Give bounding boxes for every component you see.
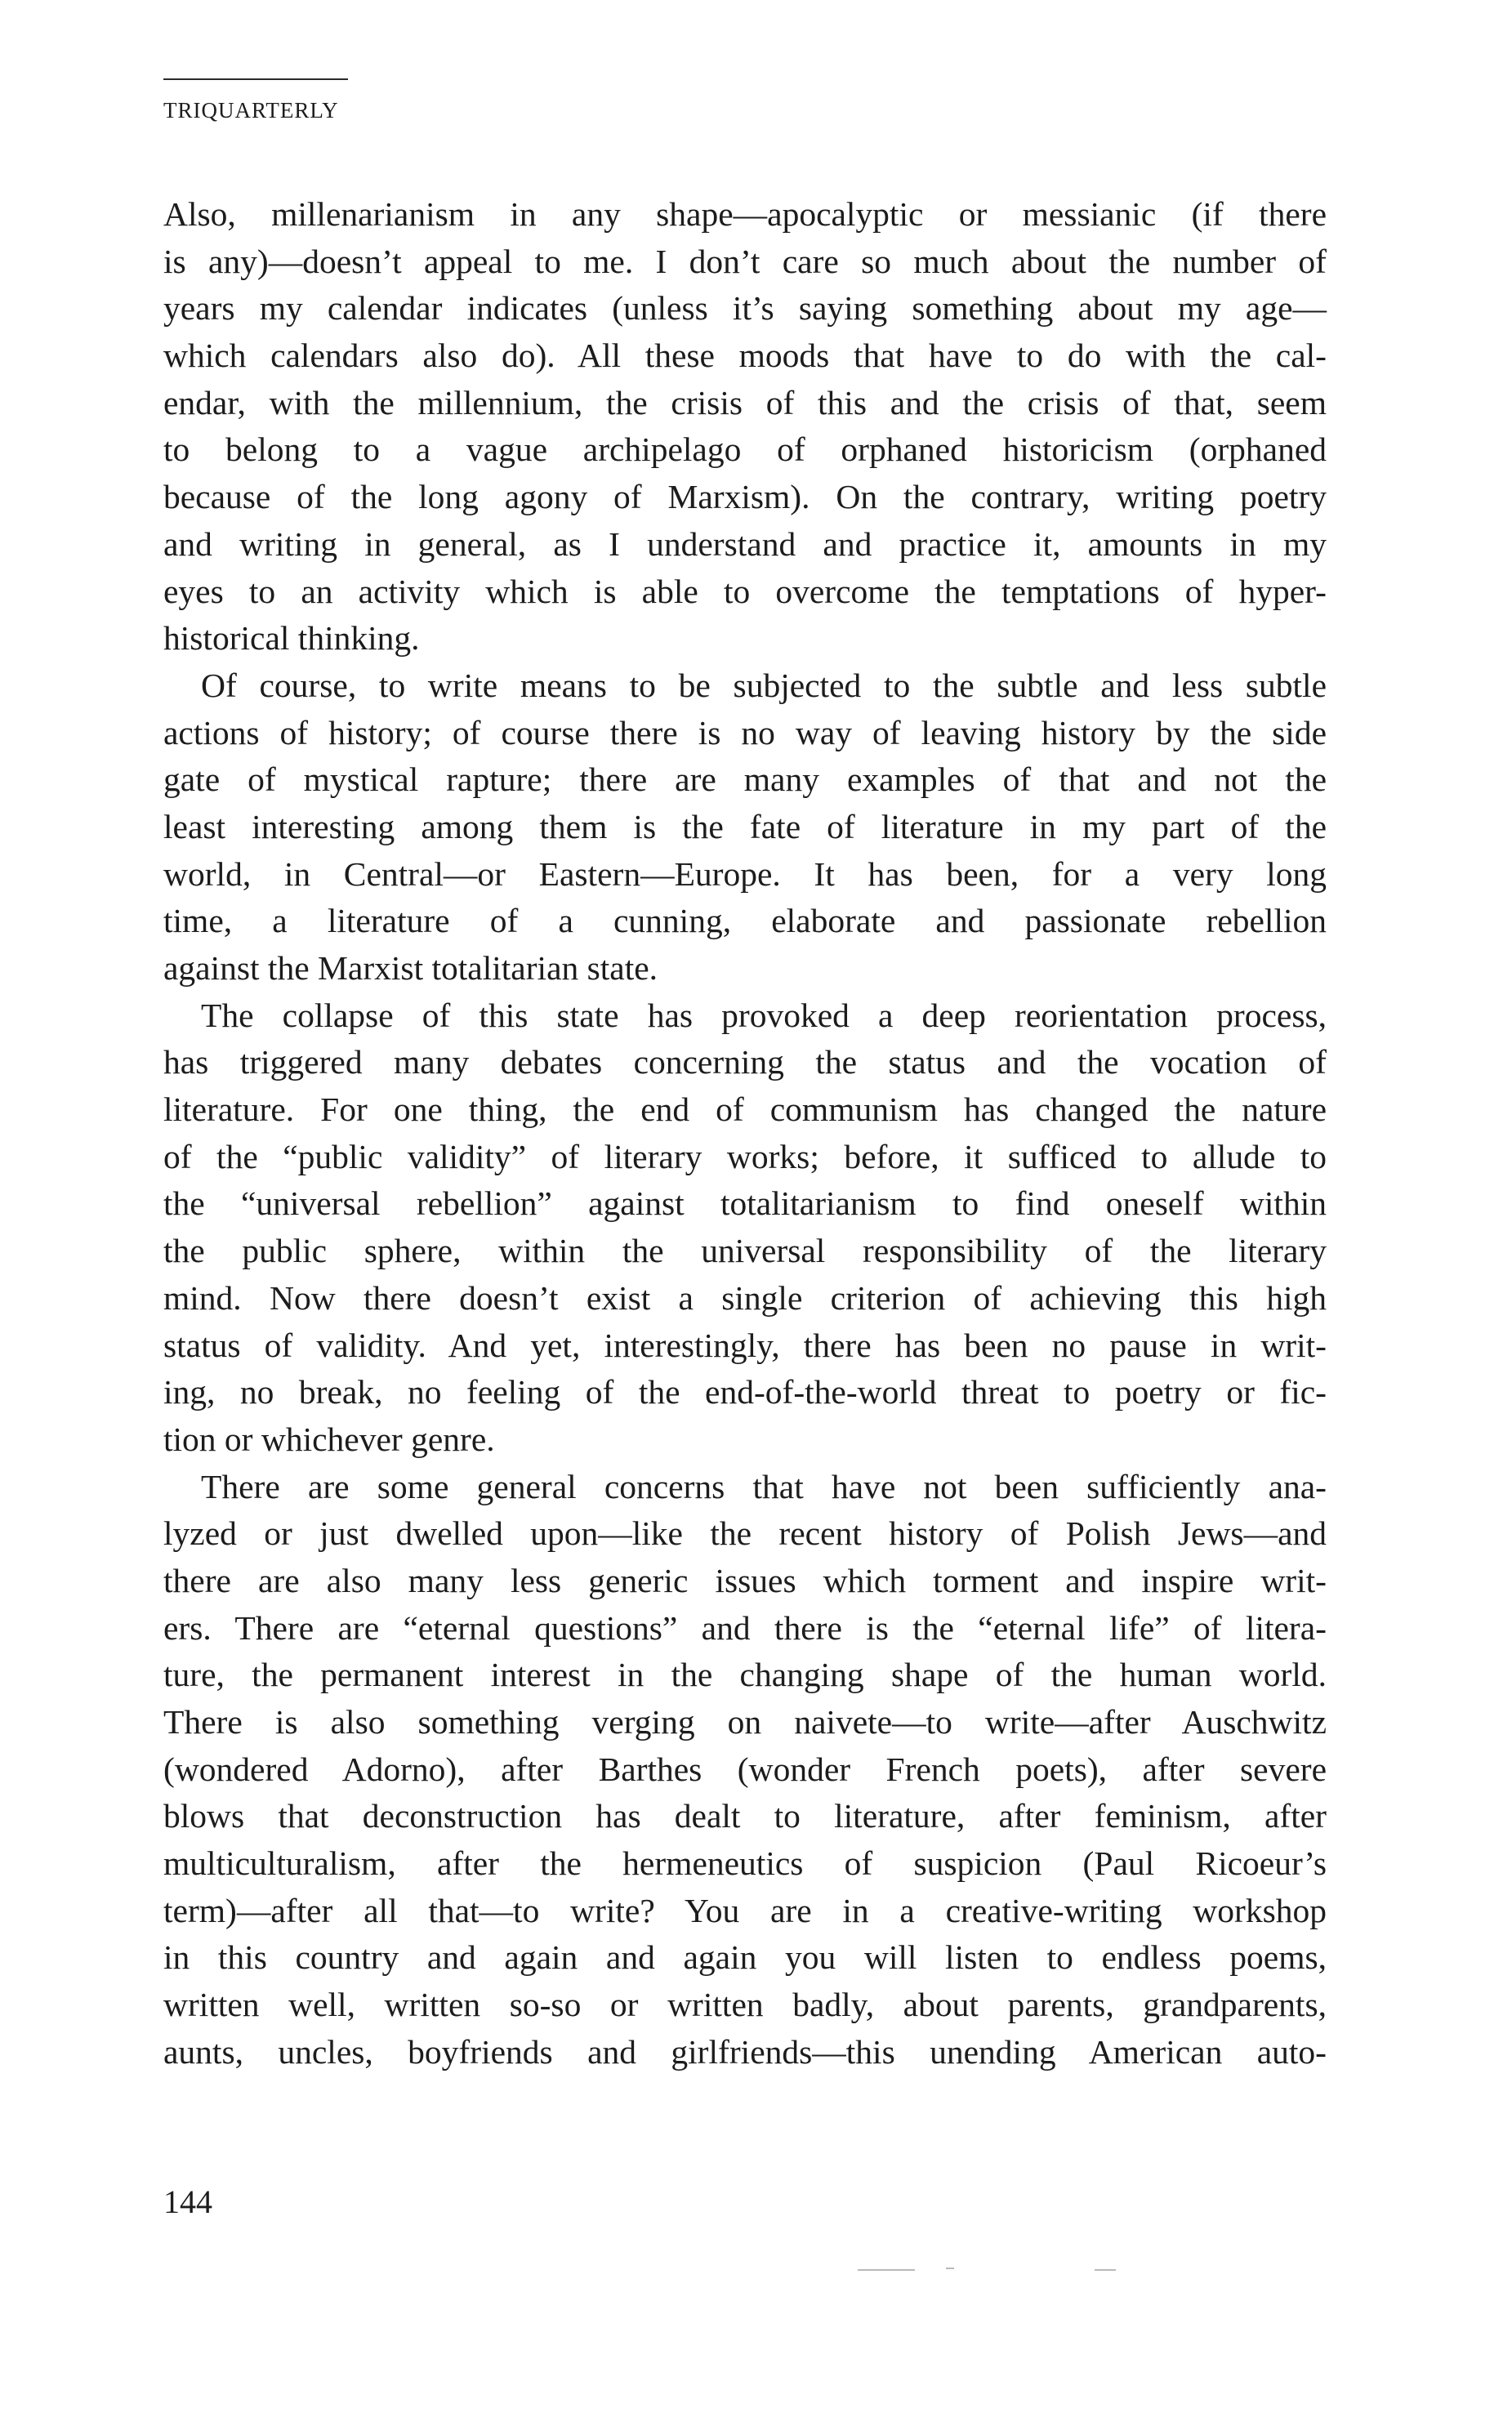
text-line: aunts, uncles, boyfriends and girlfriends—this unending American auto- [163, 2032, 1327, 2071]
text-line: in this country and again and again you will listen to endless poems, [163, 1938, 1327, 1977]
running-head-rule [163, 78, 348, 80]
text-line: the public sphere, within the universal responsibility of the literary [163, 1232, 1327, 1270]
text-line: endar, with the millennium, the crisis of this and the crisis of that, seem [163, 383, 1327, 421]
page-number: 144 [163, 2183, 212, 2220]
text-line: tion or whichever genre. [163, 1420, 495, 1458]
text-line: which calendars also do). All these moods that have to do with the cal- [163, 337, 1327, 375]
text-line: Of course, to write means to be subjected to the subtle and less subtle [201, 666, 1327, 704]
scan-smudge [858, 2269, 915, 2271]
text-line: mind. Now there doesn’t exist a single criterion of achieving this high [163, 1278, 1327, 1317]
text-line: The collapse of this state has provoked a deep reorientation process, [201, 996, 1327, 1034]
text-line: ture, the permanent interest in the changing shape of the human world. [163, 1656, 1327, 1694]
text-line: term)—after all that—to write? You are in a creative-writing workshop [163, 1891, 1327, 1929]
text-line: ing, no break, no feeling of the end-of-the-world threat to poetry or fic- [163, 1373, 1327, 1411]
scan-smudge [946, 2268, 954, 2269]
paragraph-4 [163, 1464, 1327, 2076]
text-line: and writing in general, as I understand and practice it, amounts in my [163, 524, 1327, 563]
body-text [163, 191, 1327, 2076]
text-line: gate of mystical rapture; there are many examples of that and not the [163, 760, 1327, 799]
text-line: There is also something verging on naivete—to write—after Auschwitz [163, 1703, 1327, 1741]
text-line: the “universal rebellion” against totalitarianism to find oneself within [163, 1184, 1327, 1223]
running-head: TRIQUARTERLY [163, 98, 339, 123]
text-line: (wondered Adorno), after Barthes (wonder French poets), after severe [163, 1750, 1327, 1788]
text-line: ers. There are “eternal questions” and there is the “eternal life” of litera- [163, 1608, 1327, 1647]
text-line: world, in Central—or Eastern—Europe. It has been, for a very long [163, 854, 1327, 893]
text-line: years my calendar indicates (unless it’s saying something about my age— [163, 289, 1327, 328]
text-line: lyzed or just dwelled upon—like the recent history of Polish Jews—and [163, 1514, 1327, 1553]
text-line: there are also many less generic issues which torment and inspire writ- [163, 1561, 1327, 1599]
scan-smudge [1095, 2269, 1116, 2271]
paragraph-2 [163, 662, 1327, 992]
text-line: written well, written so-so or written badly, about parents, grandparents, [163, 1986, 1327, 2024]
text-line: has triggered many debates concerning the status and the vocation of [163, 1043, 1327, 1081]
text-line: There are some general concerns that have not been sufficiently ana- [201, 1467, 1327, 1505]
text-line: multiculturalism, after the hermeneutics of suspicion (Paul Ricoeur’s [163, 1844, 1327, 1883]
text-line: time, a literature of a cunning, elaborate and passionate rebellion [163, 902, 1327, 940]
text-line: is any)—doesn’t appeal to me. I don’t care so much about the number of [163, 242, 1327, 280]
text-line: actions of history; of course there is no way of leaving history by the side [163, 713, 1327, 751]
text-line: of the “public validity” of literary works; before, it sufficed to allude to [163, 1137, 1327, 1175]
text-line: blows that deconstruction has dealt to literature, after feminism, after [163, 1797, 1327, 1835]
text-line: against the Marxist totalitarian state. [163, 949, 658, 987]
text-line: because of the long agony of Marxism). On the contrary, writing poetry [163, 478, 1327, 516]
text-line: historical thinking. [163, 619, 420, 658]
paragraph-1 [163, 191, 1327, 662]
text-line: to belong to a vague archipelago of orphaned historicism (orphaned [163, 430, 1327, 469]
text-line: status of validity. And yet, interestingly, there has been no pause in writ- [163, 1326, 1327, 1364]
text-line: least interesting among them is the fate of literature in my part of the [163, 807, 1327, 845]
paragraph-3 [163, 992, 1327, 1464]
text-line: literature. For one thing, the end of communism has changed the nature [163, 1090, 1327, 1129]
text-line: Also, millenarianism in any shape—apocalyptic or messianic (if there [163, 195, 1327, 233]
text-line: eyes to an activity which is able to overcome the temptations of hyper- [163, 572, 1327, 610]
